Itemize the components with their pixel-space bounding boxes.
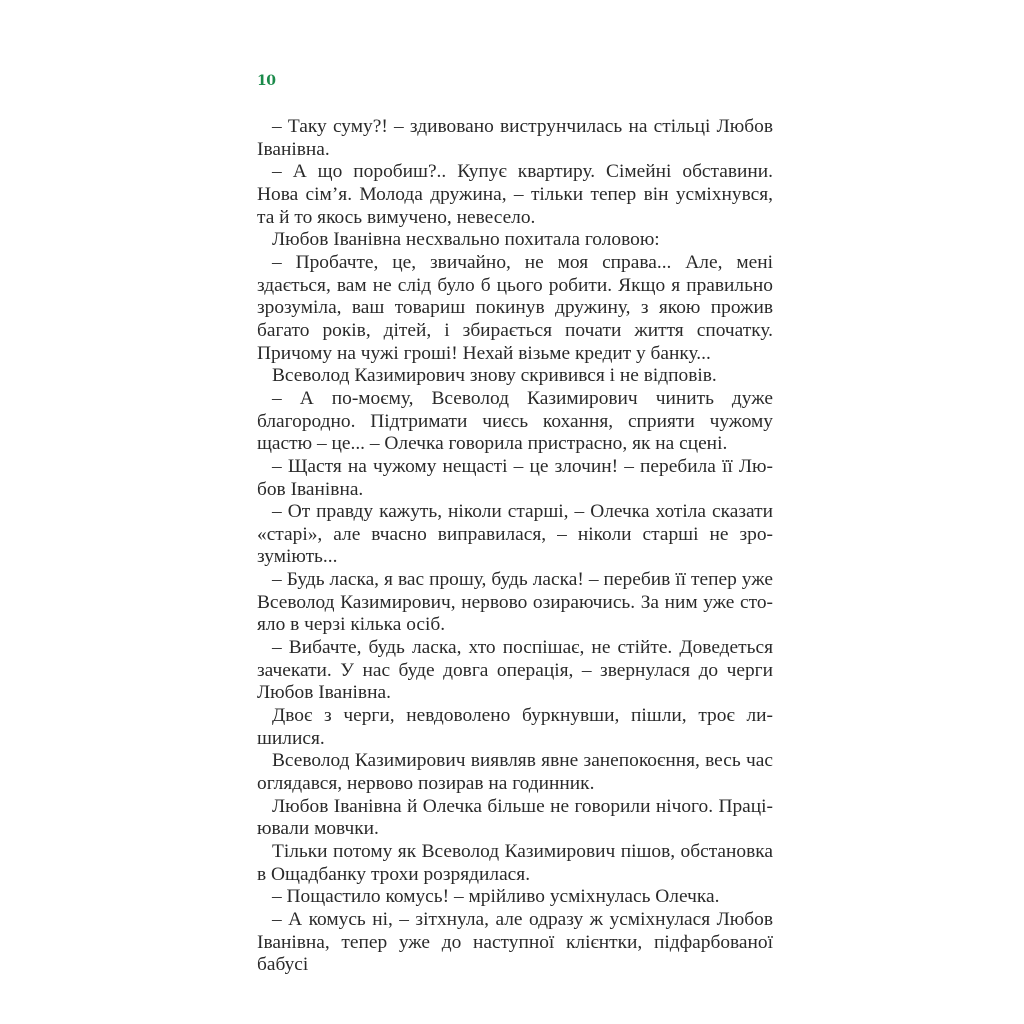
page-number: 10 <box>257 73 276 89</box>
body-text <box>257 116 773 977</box>
paragraph: – Щастя на чужому нещасті – це злочин! – перебила її Любов Іванівна. <box>257 455 773 500</box>
paragraph: Двоє з черги, невдоволено буркнувши, пішли, троє лишилися. <box>257 705 773 749</box>
paragraph: – А що поробиш?.. Купує квартиру. Сімейні обставини. Нова сім’я. Молода дружина, – тільки тепер він усміхнувся, та й то якось вимучено, невесело. <box>257 161 773 228</box>
paragraph: – Будь ласка, я вас прошу, будь ласка! – перебив її тепер уже Всеволод Казимирович, нервово озираючись. За ним уже стояло в черзі кілька осіб. <box>257 569 773 636</box>
paragraph: – Вибачте, будь ласка, хто поспішає, не стійте. Доведеться зачекати. У нас буде довга операція, – звернулася до черги Любов Іванівна. <box>257 637 773 704</box>
paragraph: – Таку суму?! – здивовано виструнчилась на стільці Любов Іванівна. <box>257 116 773 160</box>
paragraph: Всеволод Казимирович знову скривився і не відповів. <box>272 365 717 387</box>
paragraph: – От правду кажуть, ніколи старші, – Олечка хотіла сказати «старі», але вчасно виправилася, – ніколи старші не зрозуміють... <box>257 501 773 568</box>
paragraph: – Пробачте, це, звичайно, не моя справа... Але, мені здається, вам не слід було б цього робити. Якщо я правильно зрозуміла, ваш товариш покинув дружину, з якою прожив багато років, дітей, і збирається почати життя спочатку. Причому на чужі гроші! Нехай візьме кредит у банку... <box>257 251 773 364</box>
paragraph: Любов Іванівна несхвально похитала головою: <box>272 229 660 251</box>
paragraph: – А комусь ні, – зітхнула, але одразу ж усміхнулася Любов Іванівна, тепер уже до наступної клієнтки, підфарбованої бабусі <box>257 908 773 976</box>
paragraph: – А по-моєму, Всеволод Казимирович чинить дуже благородно. Підтримати чиєсь кохання, сприяти чужому щастю – це... – Олечка говорила пристрасно, як на сцені. <box>257 387 773 455</box>
paragraph: Любов Іванівна й Олечка більше не говорили нічого. Праціювали мовчки. <box>257 795 773 840</box>
paragraph: – Пощастило комусь! – мрійливо усміхнулась Олечка. <box>272 886 720 908</box>
paragraph: Всеволод Казимирович виявляв явне занепокоєння, весь час оглядався, нервово позирав на годинник. <box>257 750 773 795</box>
paragraph: Тільки потому як Всеволод Казимирович пішов, обстановка в Ощадбанку трохи розрядилася. <box>257 841 773 885</box>
